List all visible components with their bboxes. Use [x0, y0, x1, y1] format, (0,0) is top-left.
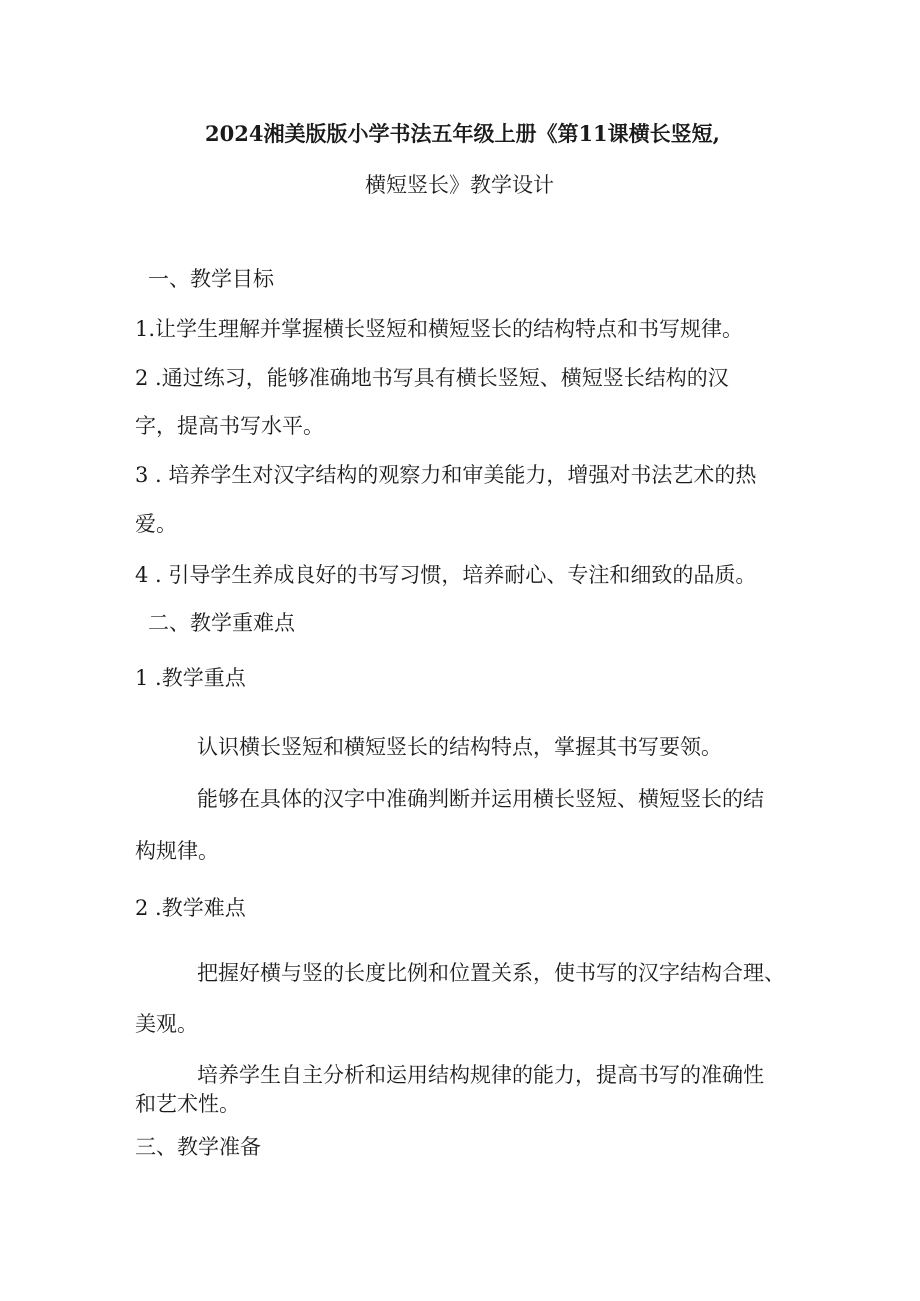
objective-item-3-line-1: 3 . 培养学生对汉字结构的观察力和审美能力，增强对书法艺术的热 [135, 463, 757, 487]
document-title-line-1: 2024湘美版版小学书法五年级上册《第11课横长竖短, [205, 121, 720, 146]
document-title-line-2: 横短竖长》教学设计 [365, 173, 554, 197]
difficulty-paragraph-2-line-1: 培养学生自主分析和运用结构规律的能力，提高书写的准确性 [197, 1063, 764, 1087]
difficulty-paragraph-2-line-2: 和艺术性。 [135, 1092, 240, 1116]
objective-item-1: 1.让学生理解并掌握横长竖短和横短竖长的结构特点和书写规律。 [135, 317, 744, 341]
focus-paragraph-2-line-2: 构规律。 [135, 839, 219, 863]
section-heading-preparation: 三、教学准备 [135, 1135, 261, 1159]
objective-item-2-line-1: 2 .通过练习，能够准确地书写具有横长竖短、横短竖长结构的汉 [135, 366, 729, 390]
section-heading-key-points: 二、教学重难点 [148, 611, 295, 635]
difficulty-paragraph-1-line-1: 把握好横与竖的长度比例和位置关系，使书写的汉字结构合理、 [197, 961, 785, 985]
focus-heading: 1 .教学重点 [135, 666, 246, 690]
objective-item-2-line-2: 字，提高书写水平。 [135, 414, 324, 438]
focus-paragraph-1: 认识横长竖短和横短竖长的结构特点，掌握其书写要领。 [197, 735, 722, 759]
objective-item-3-line-2: 爱。 [135, 512, 177, 536]
objective-item-4: 4 . 引导学生养成良好的书写习惯，培养耐心、专注和细致的品质。 [135, 563, 757, 587]
focus-paragraph-2-line-1: 能够在具体的汉字中准确判断并运用横长竖短、横短竖长的结 [197, 787, 764, 811]
section-heading-objectives: 一、教学目标 [148, 267, 274, 291]
difficulty-heading: 2 .教学难点 [135, 896, 246, 920]
difficulty-paragraph-1-line-2: 美观。 [135, 1012, 198, 1036]
